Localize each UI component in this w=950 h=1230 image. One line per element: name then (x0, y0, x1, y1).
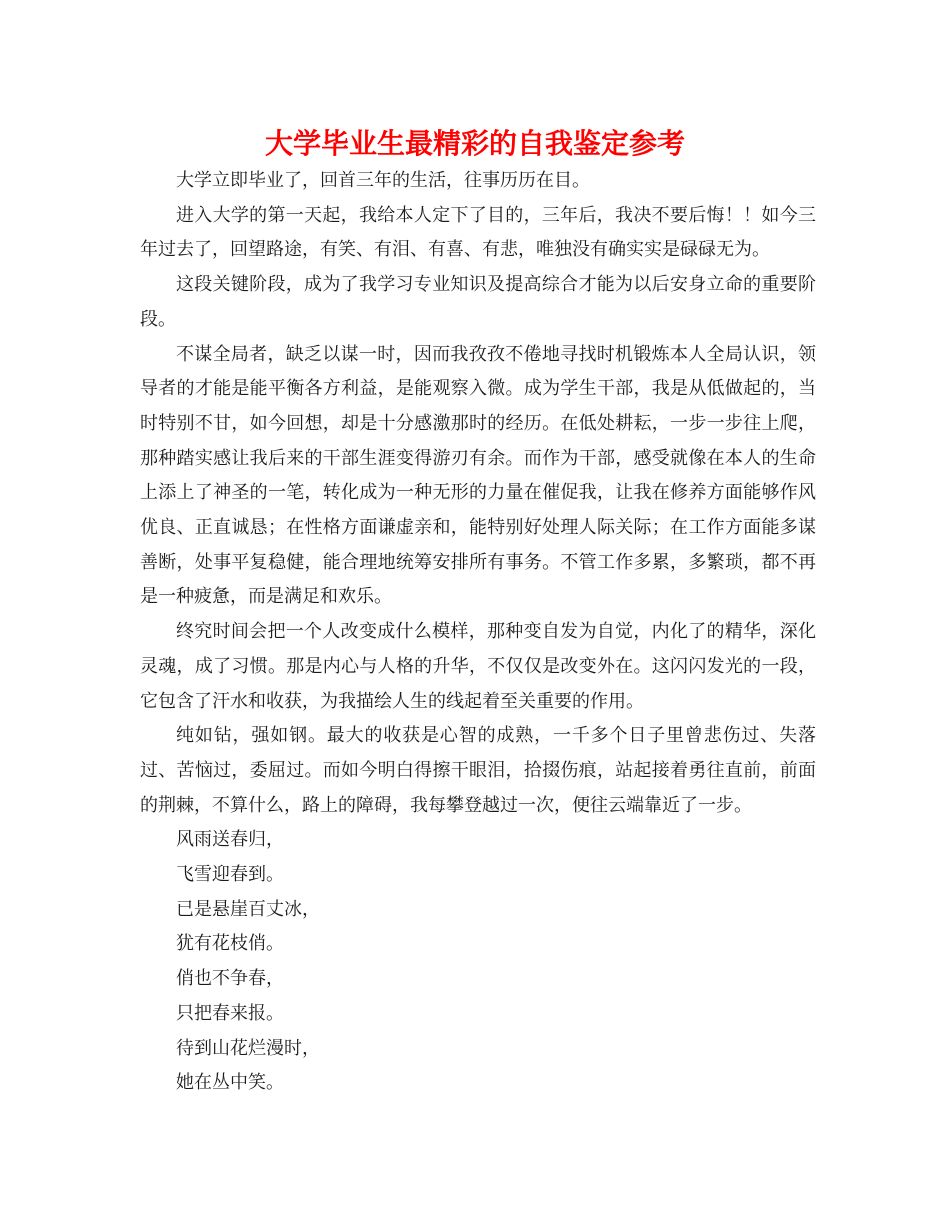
poem (140, 823, 816, 1101)
poem-line-5: 俏也不争春， (176, 968, 284, 990)
paragraph-6: 纯如钻，强如钢。最大的收获是心智的成熟，一千多个日子里曾悲伤过、失落过、苦恼过，委屈过。而如今明白得擦干眼泪，拾掇伤痕，站起接着勇往直前，前面的荆棘，不算什么，路上的障碍，我每攀登越过一次，便往云端靠近了一步。 (140, 725, 816, 816)
poem-line-4: 犹有花枝俏。 (176, 933, 284, 955)
poem-line-7: 待到山花烂漫时， (176, 1037, 320, 1059)
paragraph-2: 进入大学的第一天起，我给本人定下了目的，三年后，我决不要后悔！！如今三年过去了，回望路途，有笑、有泪、有喜、有悲，唯独没有确实实是碌碌无为。 (140, 204, 816, 261)
document-body (140, 164, 816, 1101)
poem-line-8: 她在丛中笑。 (176, 1072, 284, 1094)
paragraph-1: 大学立即毕业了，回首三年的生活，往事历历在目。 (176, 170, 590, 191)
poem-line-6: 只把春来报。 (176, 1002, 284, 1024)
paragraph-5: 终究时间会把一个人改变成什么模样，那种变自发为自觉，内化了的精华，深化灵魂，成了习惯。那是内心与人格的升华，不仅仅是改变外在。这闪闪发光的一段，它包含了汗水和收获，为我描绘人生的线起着至关重要的作用。 (140, 621, 816, 712)
paragraph-3: 这段关键阶段，成为了我学习专业知识及提高综合才能为以后安身立命的重要阶段。 (140, 274, 816, 330)
paragraph-4: 不谋全局者，缺乏以谋一时，因而我孜孜不倦地寻找时机锻炼本人全局认识，领导者的才能是能平衡各方利益，是能观察入微。成为学生干部，我是从低做起的，当时特别不甘，如今回想，却是十分感激那时的经历。在低处耕耘，一步一步往上爬，那种踏实感让我后来的干部生涯变得游刃有余。而作为干部，感受就像在本人的生命上添上了神圣的一笔，转化成为一种无形的力量在催促我，让我在修养方面能够作风优良、正直诚恳；在性格方面谦虚亲和，能特别好处理人际关际；在工作方面能多谋善断，处事平复稳健，能合理地统筹安排所有事务。不管工作多累，多繁琐，都不再是一种疲惫，而是满足和欢乐。 (140, 343, 816, 608)
poem-line-1: 风雨送春归， (176, 829, 284, 851)
poem-line-3: 已是悬崖百丈冰， (176, 898, 320, 920)
document-title: 大学毕业生最精彩的自我鉴定参考 (264, 127, 685, 160)
poem-line-2: 飞雪迎春到。 (176, 864, 284, 886)
